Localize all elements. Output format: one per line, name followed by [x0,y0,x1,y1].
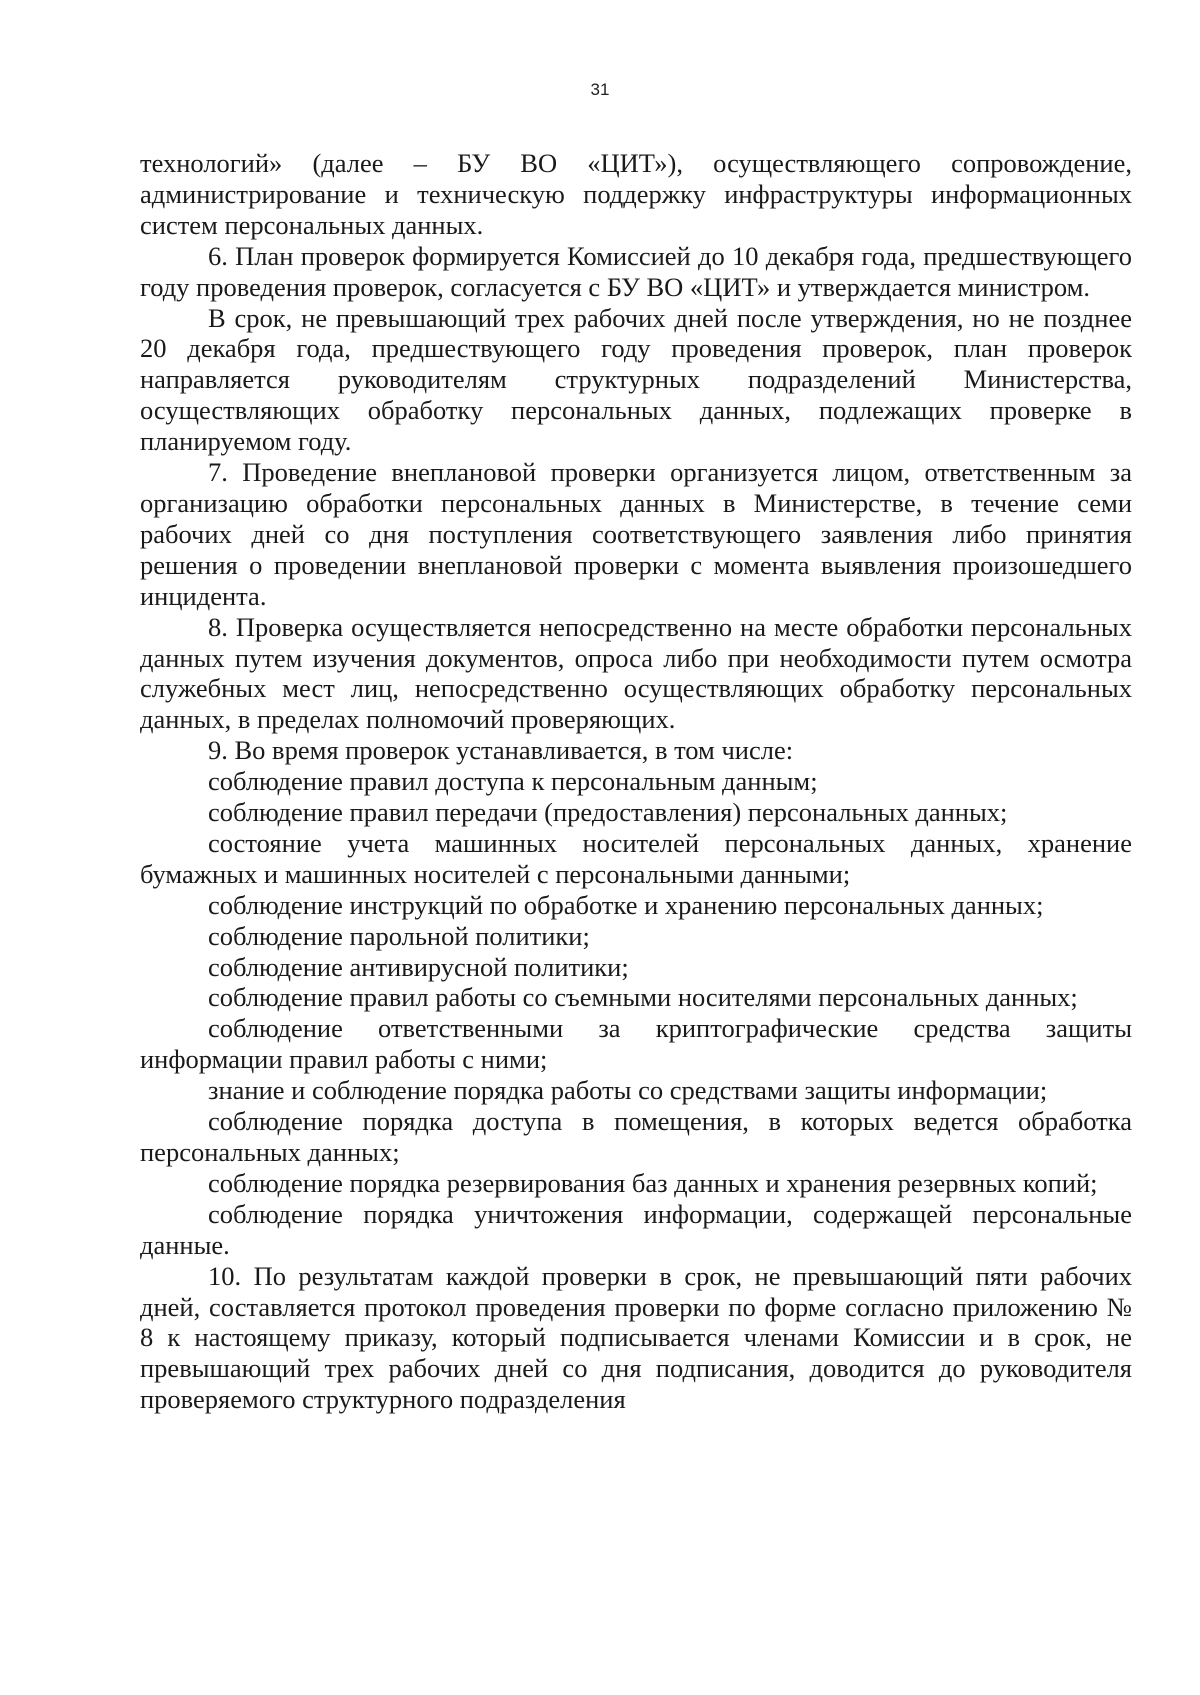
list-item-premises-access: соблюдение порядка доступа в помещения, в которых ведется обработка персональных данных; [140,1106,1132,1167]
list-item-crypto-rules: соблюдение ответственными за криптографические средства защиты информации правил работы с ними; [140,1013,1132,1075]
list-item-password-policy: соблюдение парольной политики; [208,920,590,951]
paragraph-item-6: 6. План проверок формируется Комиссией до 10 декабря года, предшествующего году проведения проверок, согласуется с БУ ВО «ЦИТ» и утверждается министром. [140,240,1132,302]
page-number: 31 [590,80,610,99]
list-item-removable-media: соблюдение правил работы со съемными носителями персональных данных; [208,982,1078,1013]
list-item-transfer-rules: соблюдение правил передачи (предоставления) персональных данных; [208,797,1008,828]
list-item-backup: соблюдение порядка резервирования баз данных и хранения резервных копий; [208,1167,1098,1198]
list-item-instructions: соблюдение инструкций по обработке и хранению персональных данных; [208,889,1044,920]
list-item-destruction: соблюдение порядка уничтожения информации, содержащей персональные данные. [140,1198,1132,1260]
paragraph-continuation: технологий» (далее – БУ ВО «ЦИТ»), осуществляющего сопровождение, администрирование и техническую поддержку инфраструктуры информационных систем персональных данных. [140,148,1132,240]
paragraph-item-7: 7. Проведение внеплановой проверки организуется лицом, ответственным за организацию обработки персональных данных в Министерстве, в течение семи рабочих дней со дня поступления соответствующего заявления либо принятия решения о проведении внеплановой проверки с момента выявления произошедшего инцидента. [140,457,1132,611]
list-item-antivirus-policy: соблюдение антивирусной политики; [208,951,629,982]
paragraph-plan-deadline: В срок, не превышающий трех рабочих дней после утверждения, но не позднее 20 декабря года, предшествующего году проведения проверок, план проверок направляется руководителям структурных подразделений Министерства, осуществляющих обработку персональных данных, подлежащих проверке в планируемом году. [140,302,1132,457]
list-item-media-accounting: состояние учета машинных носителей персональных данных, хранение бумажных и машинных носителей с персональными данными; [140,827,1132,889]
paragraph-item-10: 10. По результатам каждой проверки в срок, не превышающий пяти рабочих дней, составляется протокол проведения проверки по форме согласно приложению № 8 к настоящему приказу, который подписывается членами Комиссии и в срок, не превышающий трех рабочих дней со дня подписания, доводится до руководителя проверяемого структурного подразделения [140,1260,1132,1415]
list-item-protection-tools: знание и соблюдение порядка работы со средствами защиты информации; [208,1075,1048,1106]
document-body [140,148,1132,1415]
paragraph-item-8: 8. Проверка осуществляется непосредственно на месте обработки персональных данных путем изучения документов, опроса либо при необходимости путем осмотра служебных мест лиц, непосредственно осуществляющих обработку персональных данных, в пределах полномочий проверяющих. [140,611,1132,735]
list-item-access-rules: соблюдение правил доступа к персональным данным; [208,766,818,797]
paragraph-item-9: 9. Во время проверок устанавливается, в том числе: [208,735,794,766]
